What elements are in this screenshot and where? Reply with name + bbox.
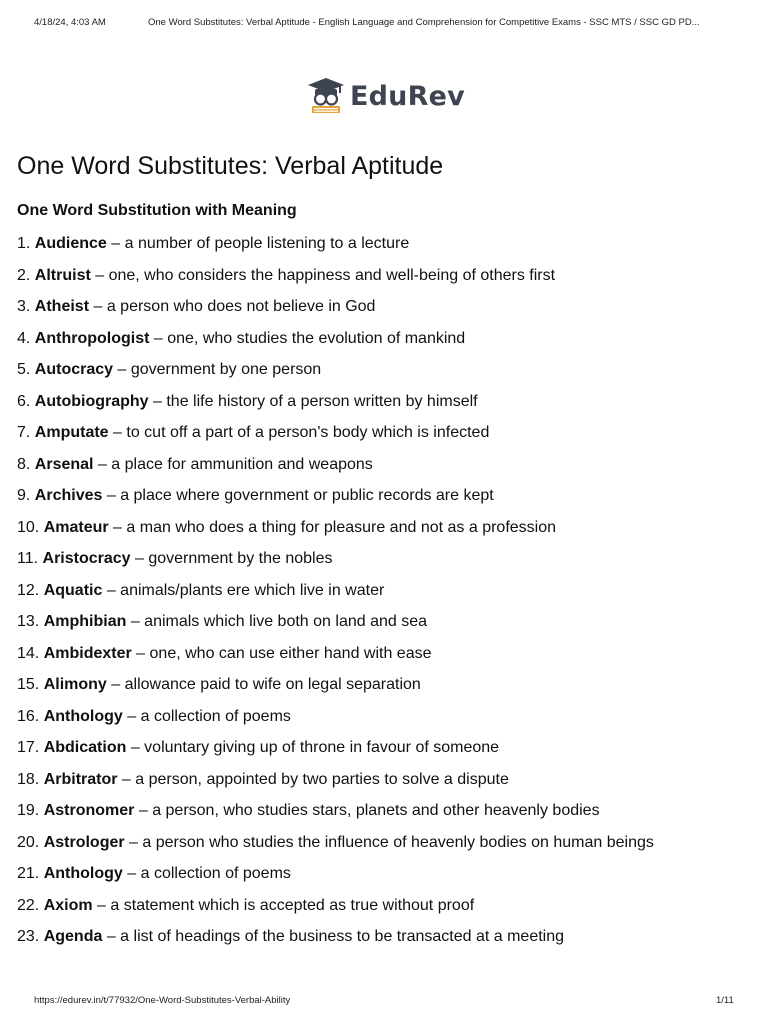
entry-term: Aquatic	[43, 581, 103, 599]
edurev-logo[interactable]	[306, 77, 465, 115]
entry-term: Atheist	[34, 298, 90, 315]
list-item	[17, 797, 654, 829]
print-document-title: One Word Substitutes: Verbal Aptitude - English Language and Comprehension for Competitive Exams - SSC MTS / SSC GD PD...	[148, 17, 700, 28]
entry-number: 15.	[17, 676, 40, 693]
entry-number: 3.	[17, 298, 31, 315]
entry-meaning: a place for ammunition and weapons	[111, 455, 373, 473]
entry-term: Astrologer	[43, 833, 125, 851]
entry-number: 18.	[17, 770, 40, 788]
entry-term: Amphibian	[43, 613, 127, 630]
entry-number: 8.	[17, 455, 31, 473]
entry-number: 6.	[17, 392, 31, 410]
entry-separator: –	[92, 896, 111, 914]
list-item	[17, 829, 654, 861]
entry-term: Arsenal	[34, 455, 94, 473]
entry-separator: –	[126, 739, 145, 756]
entry-term: Ambidexter	[43, 644, 132, 662]
list-item	[17, 860, 654, 892]
entry-meaning: a statement which is accepted as true without proof	[110, 896, 475, 914]
entry-separator: –	[126, 613, 145, 630]
entry-number: 19.	[17, 802, 40, 819]
entry-separator: –	[148, 392, 167, 410]
logo-text: EduRev	[350, 80, 465, 112]
list-item	[17, 356, 654, 388]
entry-meaning: to cut off a part of a person's body which is infected	[126, 424, 490, 441]
entry-separator: –	[106, 676, 125, 693]
entry-number: 2.	[17, 266, 31, 284]
list-item	[17, 545, 654, 577]
entry-term: Arbitrator	[43, 770, 118, 788]
entry-term: Astronomer	[43, 802, 135, 819]
entry-separator: –	[131, 644, 150, 662]
list-item	[17, 230, 654, 262]
entry-term: Altruist	[34, 266, 91, 284]
entry-meaning: animals which live both on land and sea	[144, 613, 428, 630]
entry-number: 23.	[17, 928, 40, 945]
entry-term: Audience	[34, 235, 107, 252]
entry-term: Abdication	[43, 739, 127, 756]
entry-meaning: the life history of a person written by himself	[166, 392, 478, 410]
entry-meaning: allowance paid to wife on legal separation	[124, 676, 421, 693]
entry-meaning: government by the nobles	[148, 550, 333, 567]
entry-separator: –	[106, 235, 125, 252]
list-item	[17, 419, 654, 451]
entry-meaning: one, who can use either hand with ease	[149, 644, 432, 662]
entry-term: Anthology	[43, 865, 123, 882]
entry-term: Agenda	[43, 928, 103, 945]
entry-separator: –	[149, 329, 168, 347]
entry-meaning: a man who does a thing for pleasure and not as a profession	[126, 518, 557, 536]
entry-number: 13.	[17, 613, 40, 630]
entry-separator: –	[102, 928, 121, 945]
page-number: 1/11	[716, 995, 734, 1006]
entry-term: Alimony	[43, 676, 107, 693]
entry-term: Amateur	[43, 518, 109, 536]
entry-separator: –	[124, 833, 143, 851]
entry-number: 17.	[17, 739, 40, 756]
entry-number: 21.	[17, 865, 40, 882]
print-date: 4/18/24, 4:03 AM	[34, 17, 106, 28]
entry-separator: –	[90, 266, 109, 284]
list-item	[17, 640, 654, 672]
entry-meaning: one, who considers the happiness and well-being of others first	[108, 266, 556, 284]
entry-separator: –	[134, 802, 153, 819]
entry-meaning: a person who does not believe in God	[106, 298, 376, 315]
entry-meaning: a person, appointed by two parties to solve a dispute	[135, 770, 509, 788]
entry-number: 11.	[17, 550, 39, 567]
entry-number: 12.	[17, 581, 40, 599]
entry-meaning: a list of headings of the business to be transacted at a meeting	[120, 928, 565, 945]
word-list	[17, 230, 654, 955]
list-item	[17, 766, 654, 798]
entry-term: Anthology	[43, 707, 123, 725]
entry-number: 14.	[17, 644, 40, 662]
entry-number: 4.	[17, 329, 31, 347]
entry-term: Aristocracy	[42, 550, 131, 567]
entry-term: Axiom	[43, 896, 93, 914]
entry-meaning: a collection of poems	[140, 707, 291, 725]
entry-separator: –	[102, 487, 121, 504]
entry-meaning: voluntary giving up of throne in favour of someone	[144, 739, 500, 756]
entry-meaning: a place where government or public records are kept	[120, 487, 494, 504]
entry-meaning: a person, who studies stars, planets and other heavenly bodies	[152, 802, 600, 819]
entry-term: Archives	[34, 487, 103, 504]
list-item	[17, 923, 654, 955]
list-item	[17, 671, 654, 703]
list-item	[17, 703, 654, 735]
list-item	[17, 388, 654, 420]
list-item	[17, 514, 654, 546]
entry-number: 16.	[17, 707, 40, 725]
entry-number: 22.	[17, 896, 40, 914]
list-item	[17, 325, 654, 357]
entry-separator: –	[117, 770, 136, 788]
edurev-logo-icon	[306, 77, 346, 115]
list-item	[17, 734, 654, 766]
entry-meaning: animals/plants ere which live in water	[120, 581, 385, 599]
entry-separator: –	[122, 865, 141, 882]
entry-separator: –	[113, 361, 131, 378]
entry-number: 7.	[17, 424, 31, 441]
entry-number: 9.	[17, 487, 31, 504]
entry-term: Amputate	[34, 424, 109, 441]
entry-meaning: one, who studies the evolution of mankind	[167, 329, 466, 347]
list-item	[17, 451, 654, 483]
entry-meaning: government by one person	[130, 361, 322, 378]
entry-number: 1.	[17, 235, 31, 252]
list-item	[17, 892, 654, 924]
entry-number: 20.	[17, 833, 40, 851]
entry-term: Autobiography	[34, 392, 149, 410]
entry-meaning: a person who studies the influence of heavenly bodies on human beings	[142, 833, 654, 851]
entry-separator: –	[108, 518, 127, 536]
entry-number: 10.	[17, 518, 40, 536]
entry-separator: –	[89, 298, 107, 315]
entry-term: Anthropologist	[34, 329, 150, 347]
entry-term: Autocracy	[34, 361, 114, 378]
list-item	[17, 482, 654, 514]
entry-separator: –	[122, 707, 141, 725]
entry-separator: –	[108, 424, 127, 441]
entry-meaning: a collection of poems	[140, 865, 291, 882]
entry-separator: –	[130, 550, 149, 567]
page-title: One Word Substitutes: Verbal Aptitude	[17, 152, 444, 180]
entry-meaning: a number of people listening to a lecture	[124, 235, 410, 252]
list-item	[17, 262, 654, 294]
footer-url[interactable]: https://edurev.in/t/77932/One-Word-Substitutes-Verbal-Ability	[34, 995, 291, 1006]
list-item	[17, 577, 654, 609]
section-heading: One Word Substitution with Meaning	[17, 202, 297, 219]
list-item	[17, 608, 654, 640]
entry-separator: –	[93, 455, 112, 473]
entry-separator: –	[102, 581, 121, 599]
list-item	[17, 293, 654, 325]
entry-number: 5.	[17, 361, 31, 378]
